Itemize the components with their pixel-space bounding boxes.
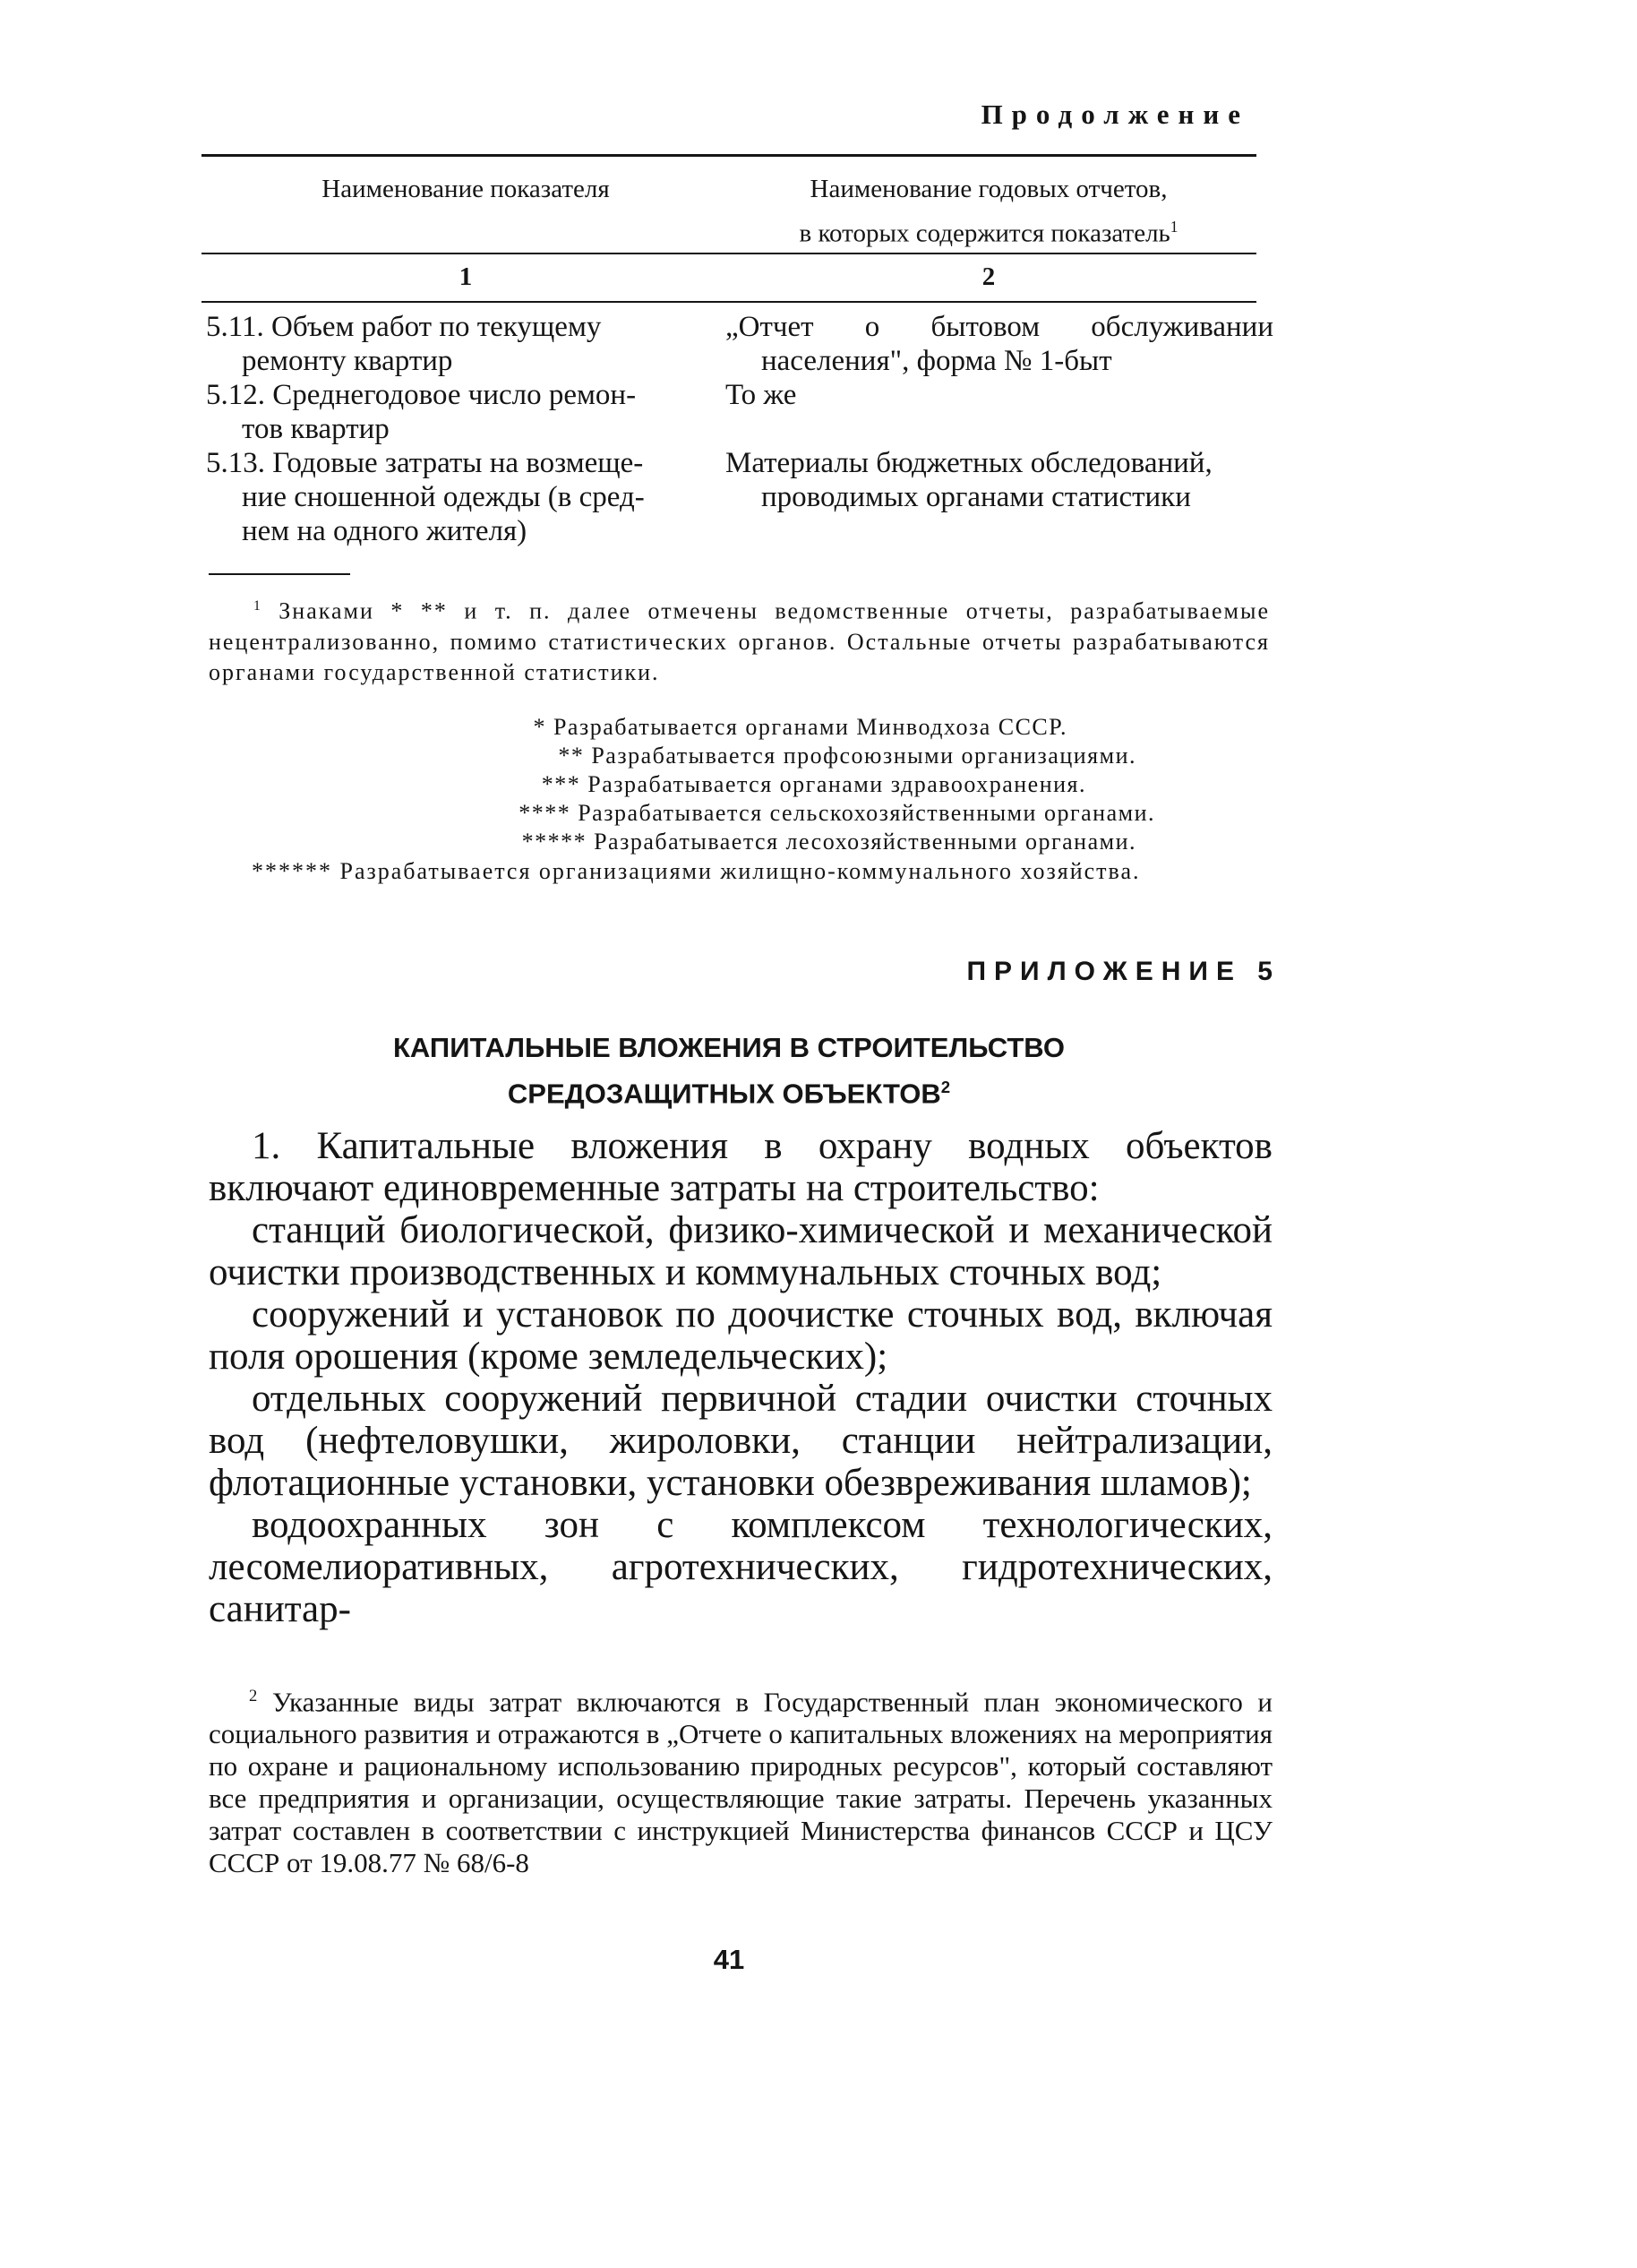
body-paragraph: сооружений и установок по доочистке сточных вод, включая поля орошения (кроме земледельческих); (209, 1293, 1273, 1378)
header-col2-line2: в которых содержится показатель (799, 219, 1170, 248)
appendix-body (209, 1125, 1273, 1630)
agency-note-stars: *** (541, 771, 581, 797)
agency-note-text: Разрабатывается органами здравоохранения. (587, 771, 1086, 797)
body-paragraph: станций биологической, физико-химической и механической очистки производственных и коммунальных сточных вод; (209, 1209, 1273, 1293)
appendix-title-line1: КАПИТАЛЬНЫЕ ВЛОЖЕНИЯ В СТРОИТЕЛЬСТВО (393, 1032, 1065, 1063)
table-row-source (725, 310, 1273, 378)
agency-note-text: Разрабатывается сельскохозяйственными органами. (578, 800, 1155, 826)
row-name-line: нем на одного жителя) (242, 515, 527, 547)
row-source-line: проводимых органами статистики (761, 481, 1191, 513)
footnote-2-text: Указанные виды затрат включаются в Государственный план экономического и социального развития и отражаются в „Отчете о капитальных вложениях на мероприятия по охране и рациональному использованию природных ресурсов", который составляют все предприятия и организации, осуществляющие такие затраты. Перечень указанных затрат составлен в соответствии с инструкцией Министерства финансов СССР и ЦСУ СССР от 19.08.77 № 68/6-8 (209, 1686, 1273, 1879)
agency-note (533, 713, 1067, 742)
table-row-source (725, 446, 1273, 514)
table-header-rule (201, 253, 1256, 254)
row-name-line: 5.13. Годовые затраты на возмеще- (206, 447, 644, 479)
row-name-line: 5.11. Объем работ по текущему (206, 311, 602, 343)
agency-note-text: Разрабатывается профсоюзными организациями. (591, 743, 1136, 769)
agency-note (542, 770, 1086, 799)
agency-note (558, 742, 1136, 770)
continued-label: Продолжение (981, 99, 1249, 130)
footnote-1 (209, 591, 1270, 688)
row-name-line: 5.12. Среднегодовое число ремон- (206, 379, 637, 411)
body-paragraph: водоохранных зон с комплексом технологических, лесомелиоративных, агротехнических, гидротехнических, санитар- (209, 1504, 1273, 1630)
agency-note (519, 799, 1155, 828)
footnote-separator (209, 573, 350, 575)
footnote-1-marker: 1 (253, 598, 262, 614)
body-paragraph: 1. Капитальные вложения в охрану водных объектов включают единовременные затраты на строительство: (209, 1125, 1273, 1209)
agency-note-text: Разрабатывается лесохозяйственными органами. (594, 829, 1136, 855)
table-row-name (206, 446, 707, 548)
table-row-name (206, 310, 707, 378)
body-paragraph: отдельных сооружений первичной стадии очистки сточных вод (нефтеловушки, жироловки, станции нейтрализации, флотационные установки, установки обезвреживания шламов); (209, 1378, 1273, 1504)
row-name-line: ние сношенной одежды (в сред- (242, 481, 645, 513)
agency-note (522, 828, 1136, 856)
agency-note-stars: ** (558, 743, 585, 769)
appendix-label: ПРИЛОЖЕНИЕ 5 (966, 957, 1281, 986)
row-source-line: населения", форма № 1-быт (761, 345, 1112, 377)
table-header-col2 (721, 170, 1256, 253)
agency-note-wrapped (209, 856, 1270, 887)
column-number-2: 2 (981, 262, 996, 291)
footnote-1-text: Знаками * ** и т. п. далее отмечены ведомственные отчеты, разрабатываемые нецентрализованно, помимо статистических органов. Остальные отчеты разрабатываются органами государственной статистики. (209, 597, 1270, 685)
page-number: 41 (713, 1944, 745, 1975)
footnote-2 (209, 1680, 1273, 1879)
agency-note-text: Разрабатывается органами Минводхоза СССР. (553, 714, 1067, 740)
column-number-1: 1 (459, 262, 473, 291)
table-row-name (206, 378, 707, 446)
appendix-title-sup: 2 (940, 1078, 951, 1096)
footnote-2-marker: 2 (249, 1687, 258, 1705)
row-source-line: „Отчет о бытовом обслуживании (725, 311, 1273, 343)
row-name-line: тов квартир (242, 413, 390, 445)
table-top-rule (201, 154, 1256, 157)
agency-note-stars: ****** (252, 858, 332, 884)
row-source-line: То же (725, 379, 797, 411)
table-numbers-rule (201, 301, 1256, 303)
table-row-source (725, 378, 1273, 412)
row-name-line: ремонту квартир (242, 345, 453, 377)
appendix-title (201, 1028, 1256, 1113)
agency-note-stars: ***** (521, 829, 587, 855)
row-source-line: Материалы бюджетных обследований, (725, 447, 1213, 479)
header-col1-label: Наименование показателя (321, 175, 610, 203)
agency-note-stars: * (533, 714, 546, 740)
agency-note-stars: **** (519, 800, 571, 826)
agency-note-text: Разрабатывается организациями жилищно-коммунального хозяйства. (339, 858, 1141, 884)
header-col2-sup: 1 (1170, 218, 1178, 236)
appendix-title-line2: СРЕДОЗАЩИТНЫХ ОБЪЕКТОВ (507, 1078, 941, 1110)
header-col2-line1: Наименование годовых отчетов, (810, 175, 1168, 203)
table-header-col1 (201, 170, 730, 208)
